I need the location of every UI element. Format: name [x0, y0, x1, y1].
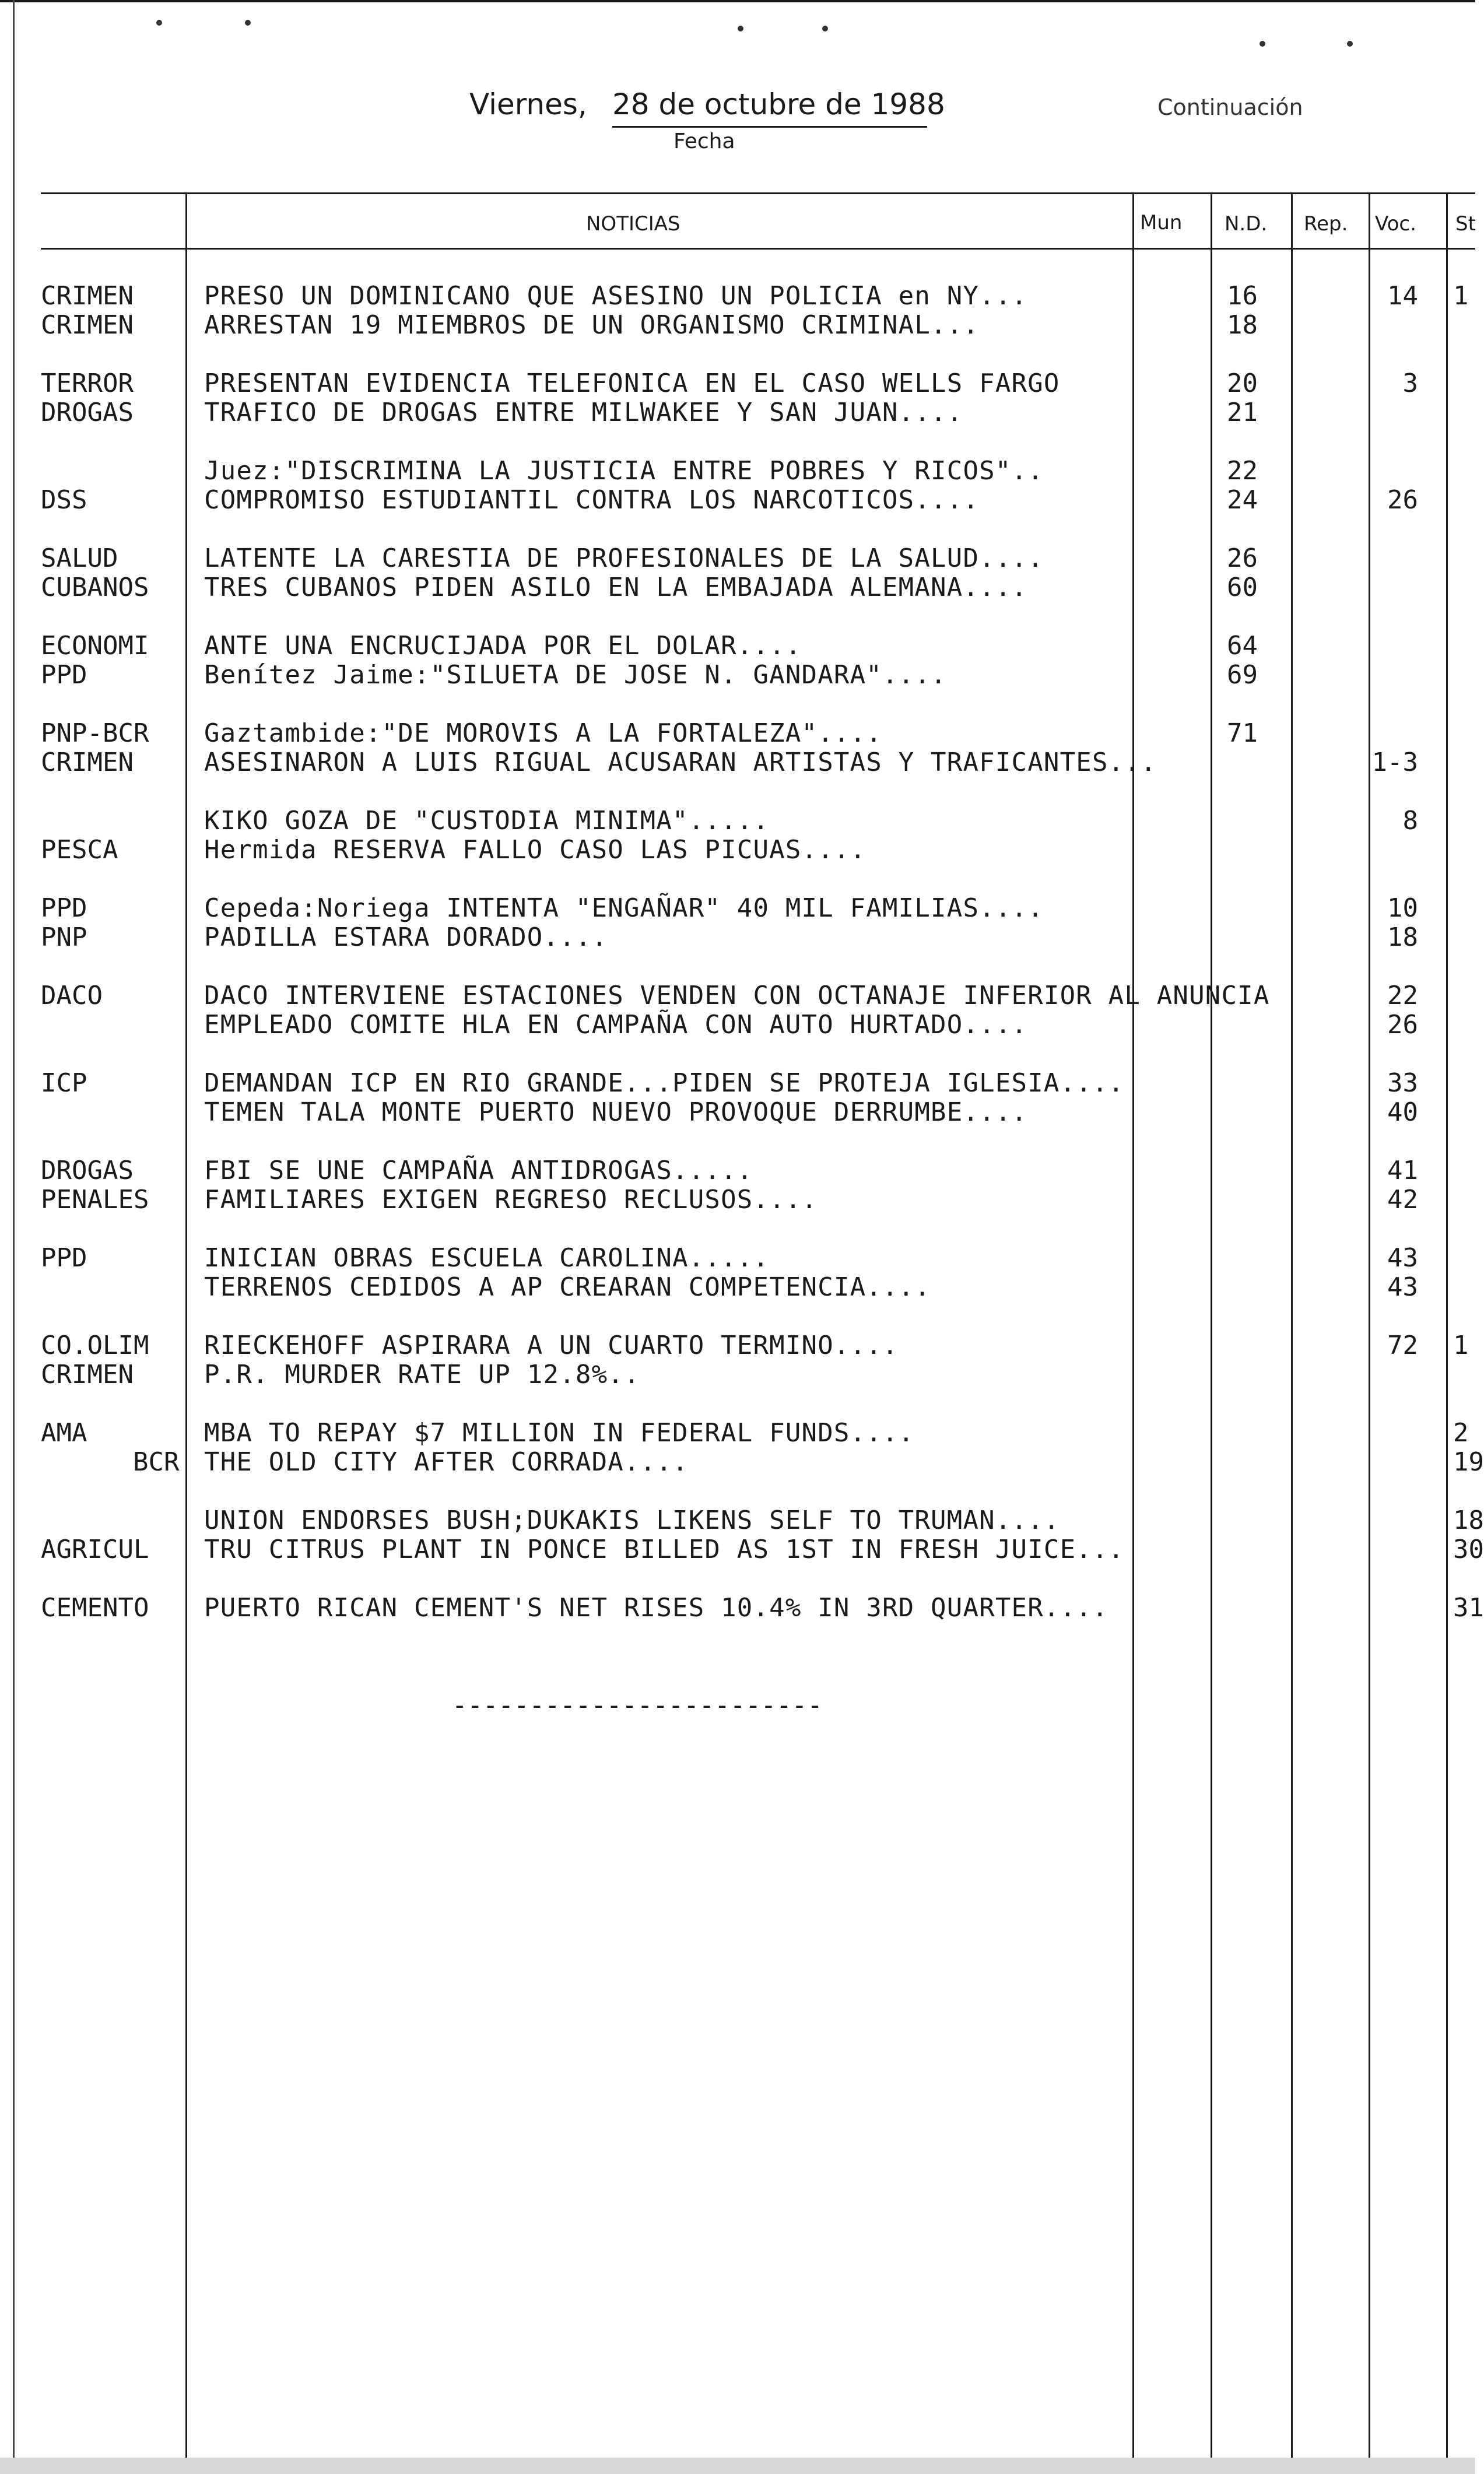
row-headline: LATENTE LA CARESTIA DE PROFESIONALES DE LA SALUD.... — [204, 543, 1044, 573]
table-row — [0, 573, 1475, 602]
row-category: TERROR — [41, 369, 134, 398]
table-row — [0, 661, 1475, 690]
table-row — [0, 836, 1475, 865]
row-nd-value: 16 — [1227, 281, 1258, 311]
row-voc-value: 26 — [1387, 485, 1418, 515]
column-header-voc: Voc. — [1375, 212, 1416, 236]
table-row — [0, 1535, 1484, 1564]
row-headline: MBA TO REPAY $7 MILLION IN FEDERAL FUNDS.... — [204, 1418, 915, 1448]
row-st-value: 1 — [1453, 1331, 1469, 1360]
row-voc-value: 14 — [1387, 281, 1418, 311]
table-row — [0, 1331, 1475, 1360]
row-headline: TRU CITRUS PLANT IN PONCE BILLED AS 1ST IN FRESH JUICE... — [204, 1535, 1125, 1564]
table-row — [0, 806, 1475, 836]
row-headline: INICIAN OBRAS ESCUELA CAROLINA..... — [204, 1243, 770, 1273]
row-category: PPD — [41, 893, 87, 923]
date-label: Fecha — [673, 129, 735, 153]
table-row — [0, 1360, 1475, 1389]
row-category: CRIMEN — [41, 281, 134, 311]
row-category: PNP — [41, 922, 87, 952]
column-header-st: St — [1455, 212, 1476, 236]
table-row — [0, 311, 1475, 340]
row-nd-value: 24 — [1227, 485, 1258, 515]
row-category: PENALES — [41, 1185, 149, 1215]
row-category: DROGAS — [41, 398, 134, 427]
table-row — [0, 1593, 1484, 1623]
table-row — [0, 544, 1475, 573]
row-nd-value: 71 — [1227, 718, 1258, 748]
table-row — [0, 923, 1475, 952]
row-headline: PADILLA ESTARA DORADO.... — [204, 922, 608, 952]
row-voc-value: 42 — [1387, 1185, 1418, 1215]
scan-dot — [245, 20, 251, 26]
table-row — [0, 748, 1475, 777]
row-voc-value: 26 — [1387, 1010, 1418, 1040]
scan-dot — [1260, 41, 1265, 47]
row-category: CO.OLIM — [41, 1331, 149, 1360]
row-nd-value: 69 — [1227, 660, 1258, 690]
date-prefix: Viernes, — [469, 87, 587, 121]
row-headline: TERRENOS CEDIDOS A AP CREARAN COMPETENCIA.... — [204, 1272, 931, 1302]
row-voc-value: 40 — [1387, 1097, 1418, 1127]
row-voc-value: 43 — [1387, 1243, 1418, 1273]
row-voc-value: 43 — [1387, 1272, 1418, 1302]
row-category: DROGAS — [41, 1156, 134, 1185]
table-row — [0, 1419, 1475, 1448]
row-headline: ANTE UNA ENCRUCIJADA POR EL DOLAR.... — [204, 631, 802, 661]
row-headline: DEMANDAN ICP EN RIO GRANDE...PIDEN SE PROTEJA IGLESIA.... — [204, 1068, 1125, 1098]
row-voc-value: 33 — [1387, 1068, 1418, 1098]
table-row — [0, 1506, 1484, 1535]
top-border — [0, 0, 1475, 2]
row-voc-value: 3 — [1402, 369, 1418, 398]
table-row — [0, 894, 1475, 923]
row-headline: PRESENTAN EVIDENCIA TELEFONICA EN EL CASO WELLS FARGO — [204, 369, 1060, 398]
table-row — [0, 631, 1475, 661]
row-nd-value: 20 — [1227, 369, 1258, 398]
row-category: SALUD — [41, 543, 118, 573]
table-row — [0, 1447, 1484, 1477]
row-voc-value: 1-3 — [1371, 748, 1418, 777]
row-headline: EMPLEADO COMITE HLA EN CAMPAÑA CON AUTO HURTADO.... — [204, 1010, 1028, 1040]
table-row — [0, 282, 1475, 311]
row-category: ICP — [41, 1068, 87, 1098]
row-nd-value: 18 — [1227, 310, 1258, 340]
table-row — [0, 398, 1475, 427]
row-headline: Gaztambide:"DE MOROVIS A LA FORTALEZA".... — [204, 718, 882, 748]
footer-dashes: ------------------------ — [452, 1690, 823, 1720]
row-voc-value: 41 — [1387, 1156, 1418, 1185]
row-headline: Hermida RESERVA FALLO CASO LAS PICUAS.... — [204, 835, 866, 865]
row-headline: FAMILIARES EXIGEN REGRESO RECLUSOS.... — [204, 1185, 818, 1215]
scan-dot — [822, 26, 828, 31]
row-headline: UNION ENDORSES BUSH;DUKAKIS LIKENS SELF TO TRUMAN.... — [204, 1506, 1060, 1535]
table-row — [0, 1069, 1475, 1098]
row-voc-value: 8 — [1402, 806, 1418, 836]
row-nd-value: 22 — [1227, 456, 1258, 486]
row-voc-value: 72 — [1387, 1331, 1418, 1360]
row-headline: Juez:"DISCRIMINA LA JUSTICIA ENTRE POBRES Y RICOS".. — [204, 456, 1044, 486]
row-category: CRIMEN — [41, 748, 134, 777]
column-header-nd: N.D. — [1225, 212, 1268, 236]
row-headline: PRESO UN DOMINICANO QUE ASESINO UN POLICIA en NY... — [204, 281, 1028, 311]
row-headline: Benítez Jaime:"SILUETA DE JOSE N. GANDARA".... — [204, 660, 947, 690]
table-row — [0, 719, 1475, 748]
row-voc-value: 10 — [1387, 893, 1418, 923]
row-category: AGRICUL — [41, 1535, 149, 1564]
column-header-noticias: NOTICIAS — [586, 212, 680, 236]
row-st-value: 18 — [1453, 1506, 1484, 1535]
column-header-mun: Mun — [1140, 211, 1183, 234]
row-nd-value: 64 — [1227, 631, 1258, 661]
column-header-rep: Rep. — [1304, 212, 1348, 236]
table-row — [0, 1098, 1475, 1127]
row-category: CUBANOS — [41, 573, 149, 602]
row-headline: DACO INTERVIENE ESTACIONES VENDEN CON OCTANAJE INFERIOR AL ANUNCIA — [204, 981, 1270, 1010]
table-row — [0, 1156, 1475, 1185]
row-category: BCR — [133, 1447, 180, 1477]
row-category: PPD — [41, 1243, 87, 1273]
table-row — [0, 457, 1475, 486]
row-category: CRIMEN — [41, 1360, 134, 1389]
date-main: 28 de octubre de 1988 — [612, 87, 945, 121]
row-nd-value: 26 — [1227, 543, 1258, 573]
table-row — [0, 1185, 1475, 1215]
row-headline: THE OLD CITY AFTER CORRADA.... — [204, 1447, 689, 1477]
row-category: PPD — [41, 660, 87, 690]
row-headline: ARRESTAN 19 MIEMBROS DE UN ORGANISMO CRIMINAL... — [204, 310, 980, 340]
row-headline: KIKO GOZA DE "CUSTODIA MINIMA"..... — [204, 806, 770, 836]
row-headline: TRAFICO DE DROGAS ENTRE MILWAKEE Y SAN JUAN.... — [204, 398, 963, 427]
scan-bottom-band — [0, 2458, 1475, 2474]
row-headline: COMPROMISO ESTUDIANTIL CONTRA LOS NARCOTICOS.... — [204, 485, 980, 515]
row-nd-value: 60 — [1227, 573, 1258, 602]
row-category: ECONOMI — [41, 631, 149, 661]
row-category: AMA — [41, 1418, 87, 1448]
row-nd-value: 21 — [1227, 398, 1258, 427]
table-row — [0, 369, 1475, 398]
row-voc-value: 18 — [1387, 922, 1418, 952]
scan-dot — [738, 26, 743, 31]
row-headline: PUERTO RICAN CEMENT'S NET RISES 10.4% IN 3RD QUARTER.... — [204, 1593, 1108, 1623]
row-headline: ASESINARON A LUIS RIGUAL ACUSARAN ARTISTAS Y TRAFICANTES... — [204, 748, 1157, 777]
row-headline: TEMEN TALA MONTE PUERTO NUEVO PROVOQUE DERRUMBE.... — [204, 1097, 1028, 1127]
row-st-value: 1 — [1453, 281, 1469, 311]
table-header-bottom-rule — [41, 248, 1475, 250]
table-row — [0, 1273, 1475, 1302]
row-st-value: 19 — [1453, 1447, 1484, 1477]
row-voc-value: 22 — [1387, 981, 1418, 1010]
row-category: PNP-BCR — [41, 718, 149, 748]
row-headline: P.R. MURDER RATE UP 12.8%.. — [204, 1360, 640, 1389]
row-headline: Cepeda:Noriega INTENTA "ENGAÑAR" 40 MIL FAMILIAS.... — [204, 893, 1044, 923]
continuation-label: Continuación — [1157, 94, 1303, 120]
row-st-value: 2 — [1453, 1418, 1469, 1448]
table-row — [0, 981, 1475, 1010]
row-headline: FBI SE UNE CAMPAÑA ANTIDROGAS..... — [204, 1156, 753, 1185]
row-st-value: 30 — [1453, 1535, 1484, 1564]
table-header-top-rule — [41, 192, 1475, 194]
row-category: PESCA — [41, 835, 118, 865]
row-headline: TRES CUBANOS PIDEN ASILO EN LA EMBAJADA ALEMANA.... — [204, 573, 1028, 602]
row-category: DSS — [41, 485, 87, 515]
row-category: DACO — [41, 981, 103, 1010]
row-category: CEMENTO — [41, 1593, 149, 1623]
date-underline — [612, 126, 927, 128]
scan-dot — [1347, 41, 1353, 47]
scan-dot — [156, 20, 162, 26]
row-category: CRIMEN — [41, 310, 134, 340]
row-headline: RIECKEHOFF ASPIRARA A UN CUARTO TERMINO.... — [204, 1331, 899, 1360]
row-st-value: 31 — [1453, 1593, 1484, 1623]
table-row — [0, 486, 1475, 515]
table-row — [0, 1010, 1475, 1040]
table-row — [0, 1244, 1475, 1273]
